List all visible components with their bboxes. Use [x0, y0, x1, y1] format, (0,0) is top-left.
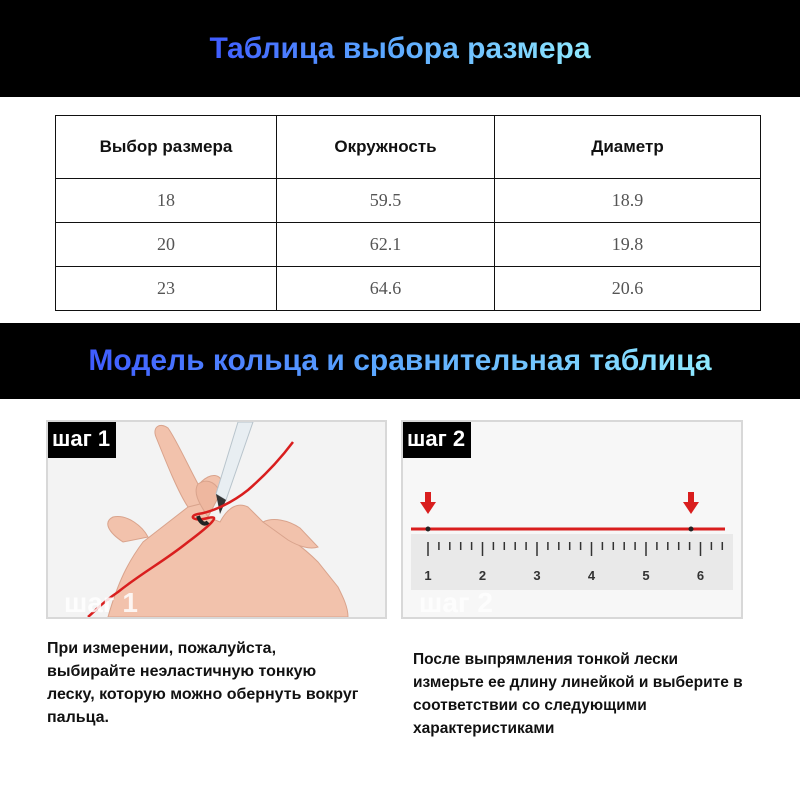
cell-size: 20 — [56, 223, 277, 267]
header-diameter: Диаметр — [495, 116, 761, 179]
cell-circumference: 59.5 — [277, 179, 495, 223]
ruler-number: 6 — [696, 568, 705, 583]
step2-watermark: шаг 2 — [419, 587, 493, 618]
size-table — [55, 115, 761, 311]
ruler-number: 3 — [533, 568, 541, 583]
table-row — [56, 267, 761, 311]
arrow-down-icon — [420, 492, 436, 514]
ruler-number: 2 — [478, 568, 487, 583]
step1-illustration — [46, 420, 387, 619]
table-header-row — [56, 116, 761, 179]
table-row — [56, 223, 761, 267]
cell-size: 18 — [56, 179, 277, 223]
size-chart-title: Таблица выбора размера — [209, 31, 591, 65]
cell-size: 23 — [56, 267, 277, 311]
step1-watermark: шаг 1 — [64, 587, 138, 618]
cell-diameter: 19.8 — [495, 223, 761, 267]
arrow-down-icon — [683, 492, 699, 514]
step2-label: шаг 2 — [403, 422, 471, 458]
cell-circumference: 64.6 — [277, 267, 495, 311]
header-size: Выбор размера — [56, 116, 277, 179]
cell-circumference: 62.1 — [277, 223, 495, 267]
step1-label: шаг 1 — [48, 422, 116, 458]
size-chart-banner — [0, 0, 800, 97]
ruler-number: 5 — [642, 568, 650, 583]
step1-description: При измерении, пожалуйста, выбирайте неэластичную тонкую леску, которую можно обернуть вокруг пальца. — [47, 640, 359, 726]
step2-description: После выпрямления тонкой лески измерьте ее длину линейкой и выберите в соответствии со следующими характеристиками — [413, 651, 743, 737]
ring-model-banner — [0, 323, 800, 399]
header-circumference: Окружность — [277, 116, 495, 179]
step2-illustration — [401, 420, 743, 619]
ruler-number: 1 — [424, 568, 432, 583]
cell-diameter: 20.6 — [495, 267, 761, 311]
cell-diameter: 18.9 — [495, 179, 761, 223]
ring-model-title: Модель кольца и сравнительная таблица — [88, 344, 712, 377]
table-row — [56, 179, 761, 223]
ruler-number: 4 — [587, 568, 596, 583]
